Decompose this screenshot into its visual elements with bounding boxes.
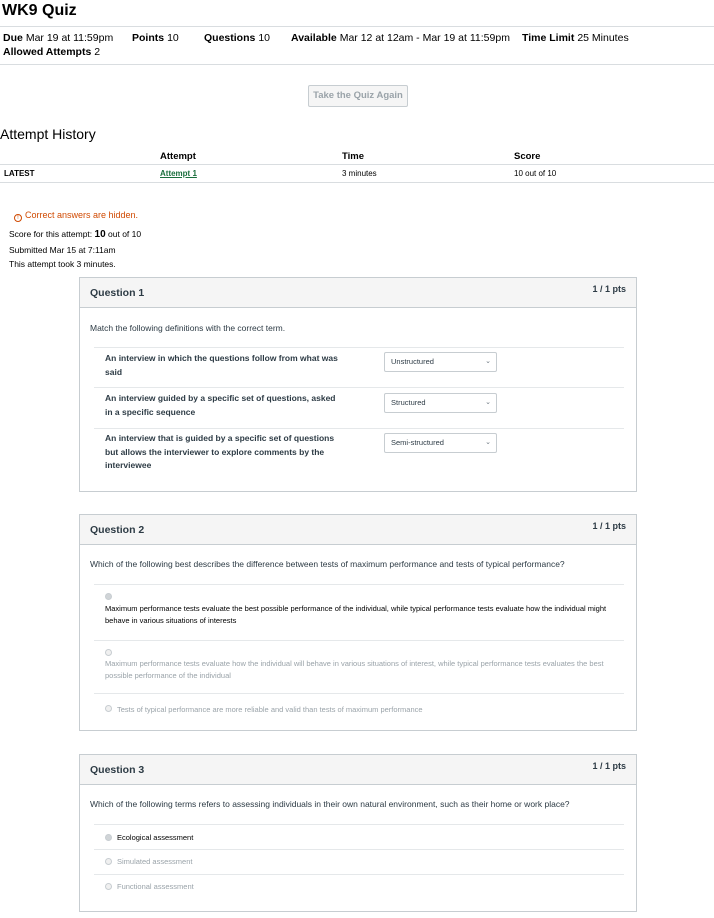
answer-radio[interactable] bbox=[105, 834, 112, 841]
table-divider bbox=[0, 164, 714, 165]
answers-hidden-notice: ! Correct answers are hidden. bbox=[14, 210, 138, 222]
match-answer-select[interactable]: Unstructured ⌄ bbox=[384, 352, 497, 372]
allowed-attempts-info: Allowed Attempts 2 bbox=[3, 46, 101, 58]
answer-option: Maximum performance tests evaluate the best possible performance of the individual, while typical performance tests evaluate how the individual might behave in various situations of interests bbox=[105, 604, 607, 625]
column-header-score: Score bbox=[514, 151, 541, 162]
page-title: WK9 Quiz bbox=[2, 2, 77, 19]
answer-option: Maximum performance tests evaluate how the individual will behave in various situations of interest, while typical performance tests evaluates the best possible performance of the individual bbox=[105, 659, 604, 680]
attempt-time: 3 minutes bbox=[342, 169, 377, 178]
match-answer-select[interactable]: Semi-structured ⌄ bbox=[384, 433, 497, 453]
question-title: Question 2 bbox=[90, 524, 145, 536]
question-2-card bbox=[79, 514, 637, 731]
divider bbox=[0, 64, 714, 65]
question-title: Question 1 bbox=[90, 287, 145, 299]
question-1-card bbox=[79, 277, 637, 492]
match-definition: An interview that is guided by a specific set of questions but allows the interviewer to explore comments by the interviewee bbox=[105, 433, 335, 470]
attempt-score-line: Score for this attempt: 10 out of 10 bbox=[9, 229, 142, 240]
table-divider bbox=[0, 182, 714, 183]
row-divider bbox=[94, 428, 624, 429]
question-title: Question 3 bbox=[90, 764, 145, 776]
chevron-down-icon: ⌄ bbox=[485, 439, 491, 446]
submitted-time: Submitted Mar 15 at 7:11am bbox=[9, 245, 116, 255]
option-divider bbox=[94, 584, 624, 585]
answer-radio[interactable] bbox=[105, 858, 112, 865]
question-header bbox=[80, 515, 636, 545]
available-info: Available Mar 12 at 12am - Mar 19 at 11:59pm bbox=[291, 32, 510, 44]
option-divider bbox=[94, 640, 624, 641]
match-answer-select[interactable]: Structured ⌄ bbox=[384, 393, 497, 413]
exclamation-circle-icon: ! bbox=[14, 214, 22, 222]
attempt-1-link[interactable]: Attempt 1 bbox=[160, 169, 197, 178]
question-points: 1 / 1 pts bbox=[592, 761, 626, 771]
option-divider bbox=[94, 849, 624, 850]
option-divider bbox=[94, 874, 624, 875]
question-header bbox=[80, 278, 636, 308]
questions-info: Questions 10 bbox=[204, 32, 271, 44]
attempt-score: 10 out of 10 bbox=[514, 169, 557, 178]
points-info: Points 10 bbox=[132, 32, 179, 44]
attempt-duration: This attempt took 3 minutes. bbox=[9, 259, 116, 269]
chevron-down-icon: ⌄ bbox=[485, 358, 491, 365]
latest-tag: LATEST bbox=[4, 169, 35, 178]
answer-option: Simulated assessment bbox=[117, 857, 193, 866]
option-divider bbox=[94, 693, 624, 694]
answer-radio[interactable] bbox=[105, 649, 112, 656]
match-definition: An interview guided by a specific set of questions, asked in a specific sequence bbox=[105, 393, 336, 417]
answer-option: Ecological assessment bbox=[117, 833, 194, 842]
question-text: Which of the following terms refers to assessing individuals in their own natural environment, such as their home or work place? bbox=[90, 799, 570, 809]
column-header-attempt: Attempt bbox=[160, 151, 196, 162]
take-quiz-again-button[interactable]: Take the Quiz Again bbox=[308, 85, 408, 107]
time-limit-info: Time Limit 25 Minutes bbox=[522, 32, 629, 44]
answer-radio[interactable] bbox=[105, 593, 112, 600]
match-definition: An interview in which the questions follow from what was said bbox=[105, 353, 338, 377]
question-text: Match the following definitions with the correct term. bbox=[90, 323, 286, 333]
question-points: 1 / 1 pts bbox=[592, 521, 626, 531]
divider bbox=[0, 26, 714, 27]
attempt-history-heading: Attempt History bbox=[0, 126, 96, 142]
question-text: Which of the following best describes the difference between tests of maximum performance and tests of typical performance? bbox=[90, 559, 565, 569]
answer-radio[interactable] bbox=[105, 705, 112, 712]
row-divider bbox=[94, 387, 624, 388]
column-header-time: Time bbox=[342, 151, 365, 162]
chevron-down-icon: ⌄ bbox=[485, 399, 491, 406]
question-3-card bbox=[79, 754, 637, 912]
question-points: 1 / 1 pts bbox=[592, 284, 626, 294]
answer-option: Tests of typical performance are more reliable and valid than tests of maximum performance bbox=[117, 705, 423, 714]
option-divider bbox=[94, 824, 624, 825]
row-divider bbox=[94, 347, 624, 348]
due-info: Due Mar 19 at 11:59pm bbox=[3, 32, 114, 44]
question-header bbox=[80, 755, 636, 785]
answer-option: Functional assessment bbox=[117, 882, 194, 891]
answer-radio[interactable] bbox=[105, 883, 112, 890]
